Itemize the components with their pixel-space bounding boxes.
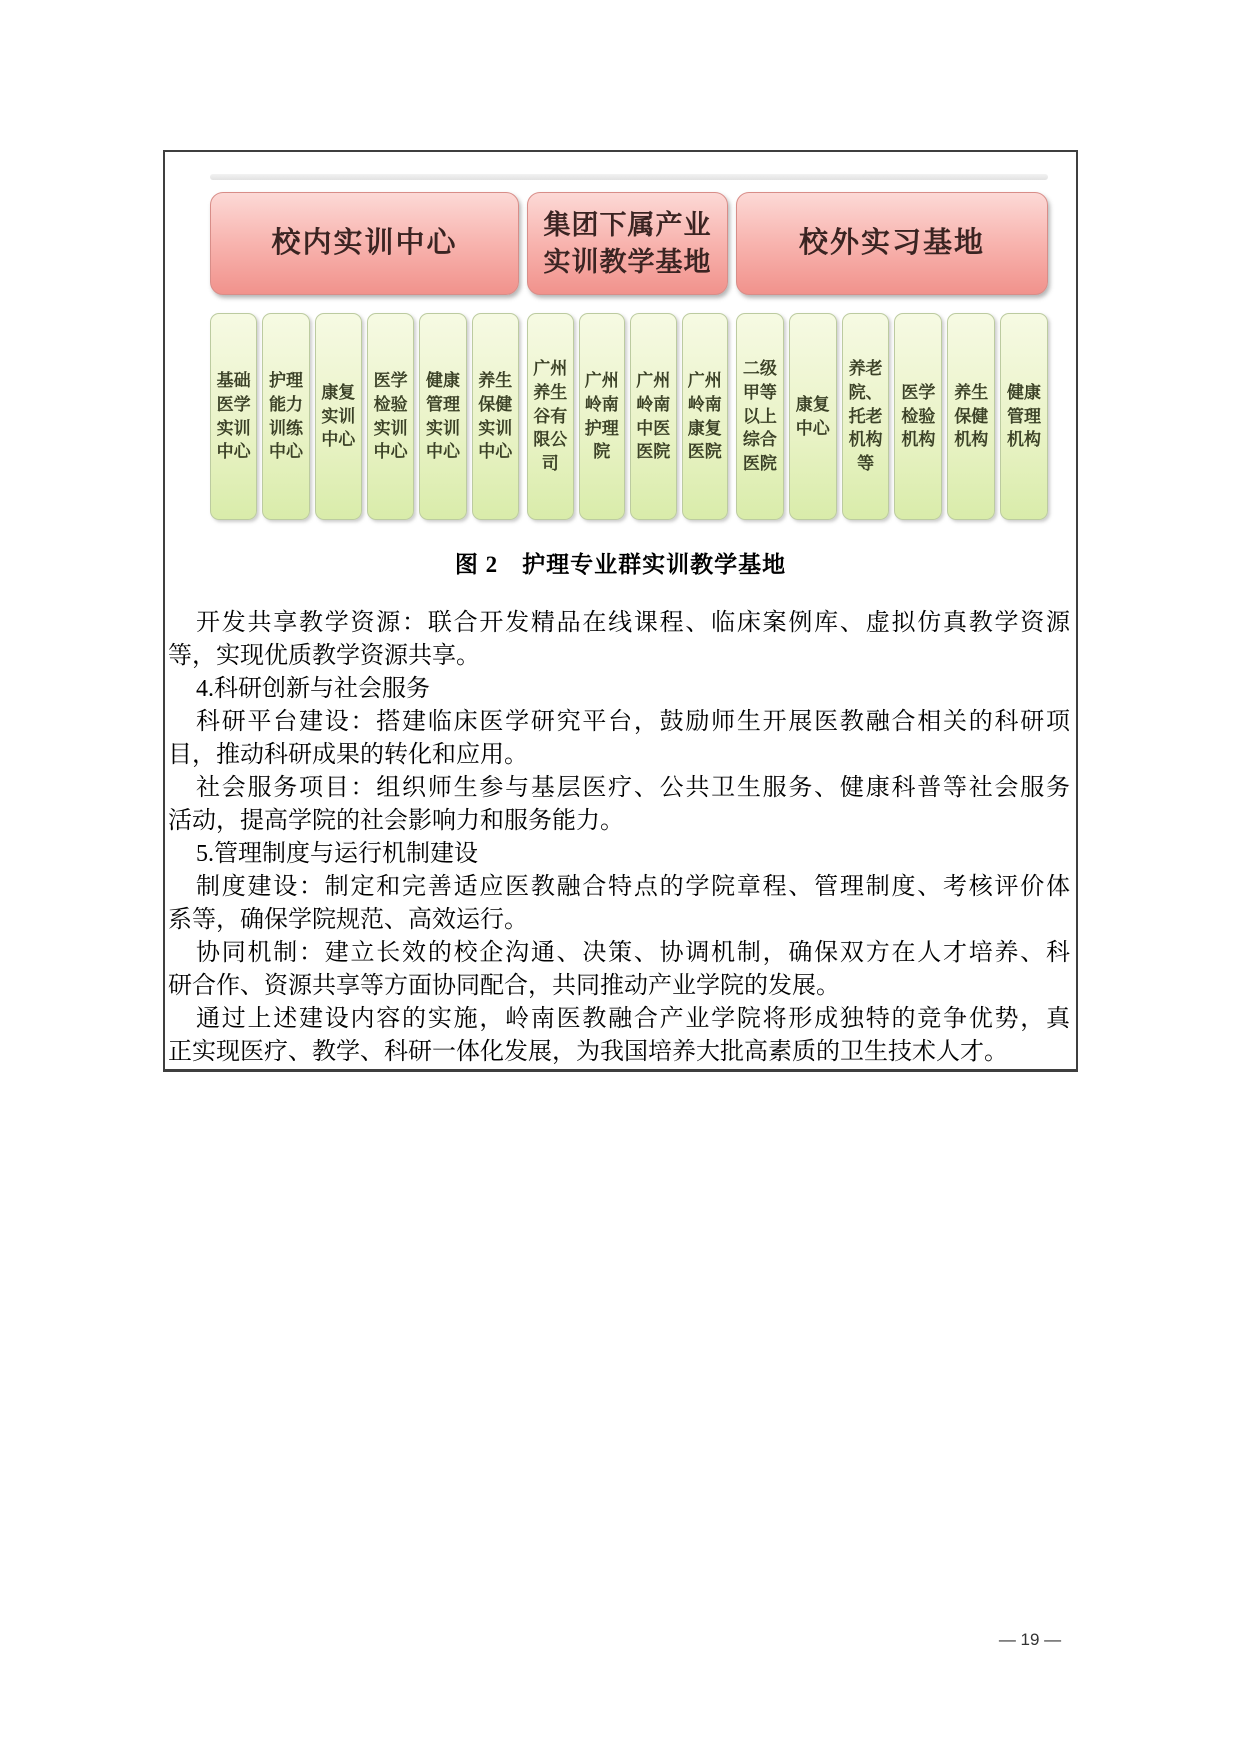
figure-header-row <box>210 192 1048 295</box>
item-label: 养老院、托老机构等 <box>848 359 883 474</box>
document-border-box <box>163 150 1078 1072</box>
training-base-item <box>472 313 519 520</box>
campus-training-group <box>210 313 519 520</box>
training-base-item <box>527 313 574 520</box>
training-base-item <box>682 313 729 520</box>
body-line: 通过上述建设内容的实施，岭南医教融合产业学院将形成独特的竞争优势，真 <box>196 1006 1070 1032</box>
training-base-item <box>894 313 942 520</box>
item-label: 广州岭南中医医院 <box>636 370 671 462</box>
training-base-item <box>419 313 466 520</box>
body-line: 正实现医疗、教学、科研一体化发展，为我国培养大批高素质的卫生技术人才。 <box>168 1039 1008 1065</box>
training-base-item <box>210 313 257 520</box>
header-campus-training-center <box>210 192 519 295</box>
item-label: 康复中心 <box>795 394 830 438</box>
header-offcampus-practice-base <box>736 192 1048 295</box>
training-base-item <box>262 313 309 520</box>
training-base-item <box>315 313 362 520</box>
training-base-item <box>1000 313 1048 520</box>
training-base-item <box>736 313 784 520</box>
figure-top-strip <box>210 174 1048 180</box>
item-label: 广州养生谷有限公司 <box>533 359 568 474</box>
body-line: 目，推动科研成果的转化和应用。 <box>168 742 528 768</box>
training-base-item <box>789 313 837 520</box>
item-label: 广州岭南护理院 <box>584 370 619 462</box>
body-line: 社会服务项目：组织师生参与基层医疗、公共卫生服务、健康科普等社会服务 <box>196 775 1070 801</box>
body-text <box>168 607 1070 1069</box>
training-base-item <box>367 313 414 520</box>
offcampus-practice-group <box>736 313 1048 520</box>
figure-caption: 图 2 护理专业群实训教学基地 <box>454 552 787 577</box>
training-base-item <box>842 313 890 520</box>
body-line: 5.管理制度与运行机制建设 <box>196 841 478 867</box>
body-line: 研合作、资源共享等方面协同配合，共同推动产业学院的发展。 <box>168 973 840 999</box>
training-base-item <box>947 313 995 520</box>
training-base-item <box>630 313 677 520</box>
item-label: 养生保健实训中心 <box>478 370 513 462</box>
body-line: 活动，提高学院的社会影响力和服务能力。 <box>168 808 624 834</box>
item-label: 康复实训中心 <box>321 382 356 450</box>
header-label: 校外实习基地 <box>798 226 985 259</box>
header-label: 校内实训中心 <box>271 226 458 259</box>
group-industry-group <box>527 313 728 520</box>
body-line: 科研平台建设：搭建临床医学研究平台，鼓励师生开展医教融合相关的科研项 <box>196 709 1070 735</box>
body-line: 系等，确保学院规范、高效运行。 <box>168 907 528 933</box>
item-label: 护理能力训练中心 <box>268 370 303 462</box>
body-line: 等，实现优质教学资源共享。 <box>168 643 480 669</box>
figure-columns-row <box>210 313 1048 520</box>
item-label: 医学检验实训中心 <box>373 370 408 462</box>
body-line: 协同机制：建立长效的校企沟通、决策、协调机制，确保双方在人才培养、科 <box>196 940 1070 966</box>
item-label: 二级甲等以上综合医院 <box>742 359 777 474</box>
training-base-item <box>579 313 626 520</box>
page-number: — 19 — <box>998 1630 1062 1649</box>
header-group-industry-training-base <box>527 192 728 295</box>
item-label: 基础医学实训中心 <box>216 370 251 462</box>
item-label: 广州岭南康复医院 <box>687 370 722 462</box>
item-label: 健康管理实训中心 <box>425 370 460 462</box>
header-label: 集团下属产业实训教学基地 <box>543 210 712 277</box>
body-line: 4.科研创新与社会服务 <box>196 676 430 702</box>
body-line: 开发共享教学资源：联合开发精品在线课程、临床案例库、虚拟仿真教学资源 <box>196 610 1070 636</box>
item-label: 医学检验机构 <box>901 382 936 450</box>
item-label: 养生保健机构 <box>954 382 989 450</box>
body-line: 制度建设：制定和完善适应医教融合特点的学院章程、管理制度、考核评价体 <box>196 874 1070 900</box>
item-label: 健康管理机构 <box>1007 382 1042 450</box>
